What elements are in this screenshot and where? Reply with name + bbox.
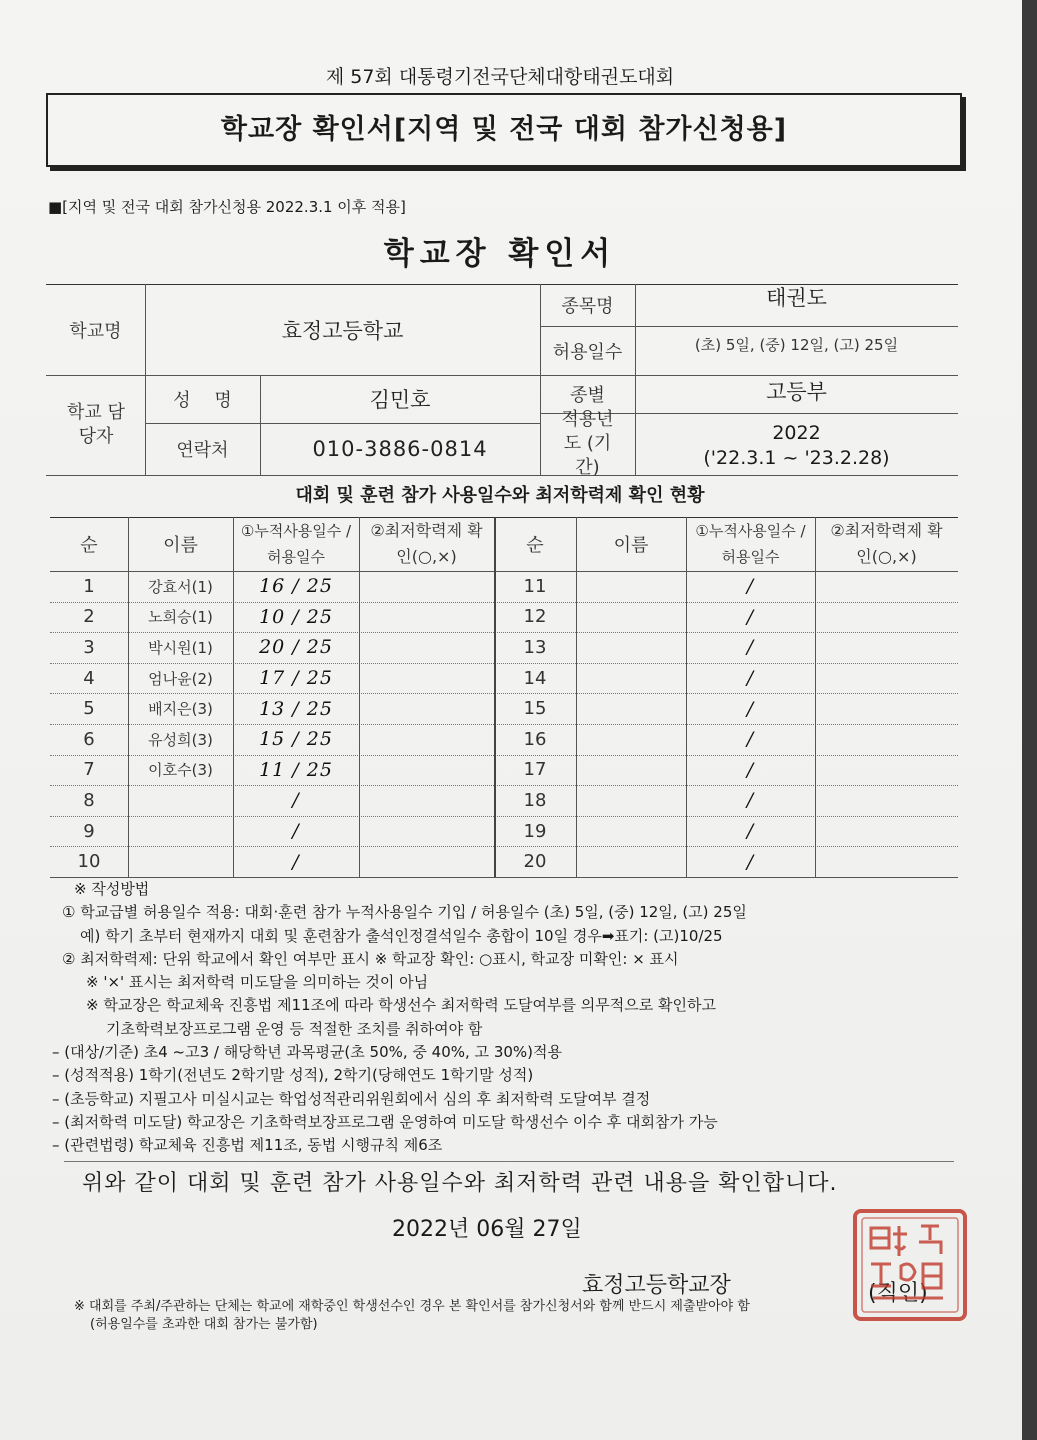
instructions-heading: ※ 작성방법 [74,880,150,898]
official-seal-stamp [849,1206,971,1324]
row-check-cell [359,724,494,755]
row-check-cell [359,571,494,602]
instruction-line: – (대상/기준) 초4 ~고3 / 해당학년 과목평균(초 50%, 중 40%, 고 30%)적용 [52,1043,562,1062]
row-name-cell: 이호수(3) [148,761,213,780]
contact-label: 연락처 [176,440,229,461]
instruction-line: ② 최저학력제: 단위 학교에서 확인 여부만 표시 ※ 학교장 확인: ○표시, 학교장 미확인: × 표시 [62,949,679,968]
row-name-cell [576,663,686,694]
row-check-cell [359,663,494,694]
header-days-left: ①누적사용일수 /허용일수 [240,522,352,566]
header-no-left: 순 [80,535,98,556]
tournament-title: 제 57회 대통령기전국단체대항태권도대회 [325,66,675,88]
main-title: 학교장 확인서 [383,236,617,272]
row-no-cell: 1 [83,575,95,597]
confirmation-statement: 위와 같이 대회 및 훈련 참가 사용일수와 최저학력 관련 내용을 확인합니다. [82,1171,838,1196]
row-days-cell: / [746,667,755,690]
row-name-cell: 강효서(1) [148,577,213,596]
row-no-cell: 13 [523,636,547,658]
row-no-cell: 18 [523,789,547,811]
row-name-cell [576,571,686,602]
row-check-cell [359,693,494,724]
row-name-cell: 엄나윤(2) [148,669,213,688]
row-name-cell [576,632,686,663]
instruction-line: ① 학교급별 허용일수 적용: 대회·훈련 참가 누적사용일수 기입 / 허용일수 (초) 5일, (중) 12일, (고) 25일 [62,903,747,922]
division-label: 종별 [570,385,605,406]
row-no-cell: 17 [523,759,547,781]
instruction-line: 기초학력보장프로그램 운영 등 적절한 조치를 취하여야 함 [106,1019,483,1038]
header-no-right: 순 [526,535,544,556]
row-check-cell [359,785,494,816]
row-no-cell: 2 [83,606,95,628]
row-name-cell [576,693,686,724]
row-no-cell: 19 [523,820,547,842]
row-days-cell: / [746,636,755,659]
row-check-cell [815,693,958,724]
row-check-cell [359,816,494,847]
division-value: 고등부 [766,380,827,404]
row-days-cell: / [746,789,755,812]
instruction-line: – (최저학력 미도달) 학교장은 기초학력보장프로그램 운영하여 미도달 학생선수 이수 후 대회참가 가능 [52,1112,718,1131]
row-name-cell [576,846,686,877]
row-check-cell [359,846,494,877]
row-days-cell: / [746,820,755,843]
row-days-cell: / [746,728,755,751]
row-name-cell [576,602,686,633]
row-days-cell: / [746,850,755,873]
row-check-cell [815,755,958,786]
row-name-cell [128,816,233,847]
row-check-cell [815,632,958,663]
row-no-cell: 16 [523,728,547,750]
row-no-cell: 20 [523,851,547,873]
row-check-cell [359,755,494,786]
row-check-cell [815,724,958,755]
row-days-cell: 13 / 25 [259,697,333,720]
row-name-cell [128,785,233,816]
year-period: ('22.3.1 ~ '23.2.28) [703,446,890,469]
section-title: 대회 및 훈련 참가 사용일수와 최저학력제 확인 현황 [295,485,705,506]
row-name-cell: 유성희(3) [148,730,213,749]
instruction-line: – (성적적용) 1학기(전년도 2학기말 성적), 2학기(당해연도 1학기말 성적) [52,1066,534,1085]
contact-value: 010-3886-0814 [312,437,488,461]
row-no-cell: 6 [83,728,95,750]
row-no-cell: 14 [523,667,547,689]
instruction-line: – (초등학교) 지필고사 미실시교는 학업성적관리위원회에서 심의 후 최저학력 도달여부 결정 [52,1089,651,1108]
header-name-left: 이름 [163,535,198,556]
row-no-cell: 11 [523,575,547,597]
row-check-cell [815,816,958,847]
year-value: 2022 [772,421,821,444]
row-name-cell: 노희승(1) [148,608,213,627]
row-days-cell: 17 / 25 [259,667,333,690]
person-name-value: 김민호 [369,388,431,412]
instructions [52,878,952,1158]
row-days-cell: / [292,789,300,812]
row-no-cell: 5 [83,698,95,720]
row-days-cell: / [292,820,300,843]
form-title: 학교장 확인서[지역 및 전국 대회 참가신청용] [220,114,788,145]
instruction-line: ※ 학교장은 학교체육 진흥법 제11조에 따라 학생선수 최저학력 도달여부를 의무적으로 확인하고 [86,996,716,1015]
row-no-cell: 9 [83,820,95,842]
row-days-cell: / [746,605,755,628]
row-name-cell [576,785,686,816]
row-no-cell: 4 [83,667,95,689]
allowed-days-label: 허용일수 [552,341,623,363]
row-check-cell [359,632,494,663]
row-no-cell: 12 [523,606,547,628]
row-check-cell [815,846,958,877]
row-no-cell: 10 [77,851,101,873]
footer-note [74,1298,750,1334]
row-check-cell [815,663,958,694]
footer-line: ※ 대회를 주최/주관하는 단체는 학교에 재학중인 학생선수인 경우 본 확인서를 참가신청서와 함께 반드시 제출받아야 함 [74,1299,750,1314]
instruction-line: 예) 학기 초부터 현재까지 대회 및 훈련참가 출석인정결석일수 총합이 10일 경우➡표기: (고)10/25 [80,926,723,945]
row-days-cell: 20 / 25 [259,636,333,659]
row-name-cell: 박시원(1) [148,638,213,657]
row-check-cell [815,571,958,602]
instruction-line: – (관련법령) 학교체육 진흥법 제11조, 동법 시행규칙 제6조 [52,1136,443,1155]
row-name-cell [576,816,686,847]
seal-mark-text: (직인) [868,1281,928,1306]
header-check-right: ②최저학력제 확인(○,×) [830,521,943,566]
manager-label: 학교 담당자 [67,402,125,447]
row-days-cell: 15 / 25 [259,728,333,751]
row-check-cell [359,602,494,633]
applicability-note: ■[지역 및 전국 대회 참가신청용 2022.3.1 이후 적용] [48,198,406,216]
row-no-cell: 7 [83,759,95,781]
principal-name: 효정고등학교장 [582,1273,731,1298]
person-name-label: 성 명 [173,390,232,411]
row-no-cell: 3 [83,636,95,658]
event-value: 태권도 [766,286,827,310]
row-days-cell: 10 / 25 [259,605,333,628]
row-days-cell: 16 / 25 [259,575,333,598]
school-name-value: 효정고등학교 [281,318,404,343]
header-check-left: ②최저학력제 확인(○,×) [370,521,483,566]
row-name-cell [576,724,686,755]
row-name-cell [128,846,233,877]
footer-line: (허용일수를 초과한 대회 참가는 불가함) [90,1317,318,1332]
header-name-right: 이름 [613,535,649,556]
row-no-cell: 15 [523,698,547,720]
event-label: 종목명 [561,296,614,317]
header-days-right: ①누적사용일수 /허용일수 [695,522,806,566]
row-check-cell [815,785,958,816]
row-days-cell: / [746,575,755,598]
year-label: 적용년도 (기간) [561,409,614,478]
row-days-cell: / [292,850,300,873]
row-no-cell: 8 [83,789,95,811]
row-check-cell [815,602,958,633]
allowed-days-value: (초) 5일, (중) 12일, (고) 25일 [694,336,899,354]
form-title-box [46,93,962,167]
row-name-cell [576,755,686,786]
row-name-cell: 배지은(3) [148,700,213,719]
school-name-label: 학교명 [69,320,122,342]
row-days-cell: / [746,758,755,781]
issue-date: 2022년 06월 27일 [392,1217,582,1242]
row-days-cell: 11 / 25 [259,758,333,781]
instruction-line: ※ '×' 표시는 최저학력 미도달을 의미하는 것이 아님 [86,973,429,992]
row-days-cell: / [746,697,755,720]
year-cell [635,416,958,475]
